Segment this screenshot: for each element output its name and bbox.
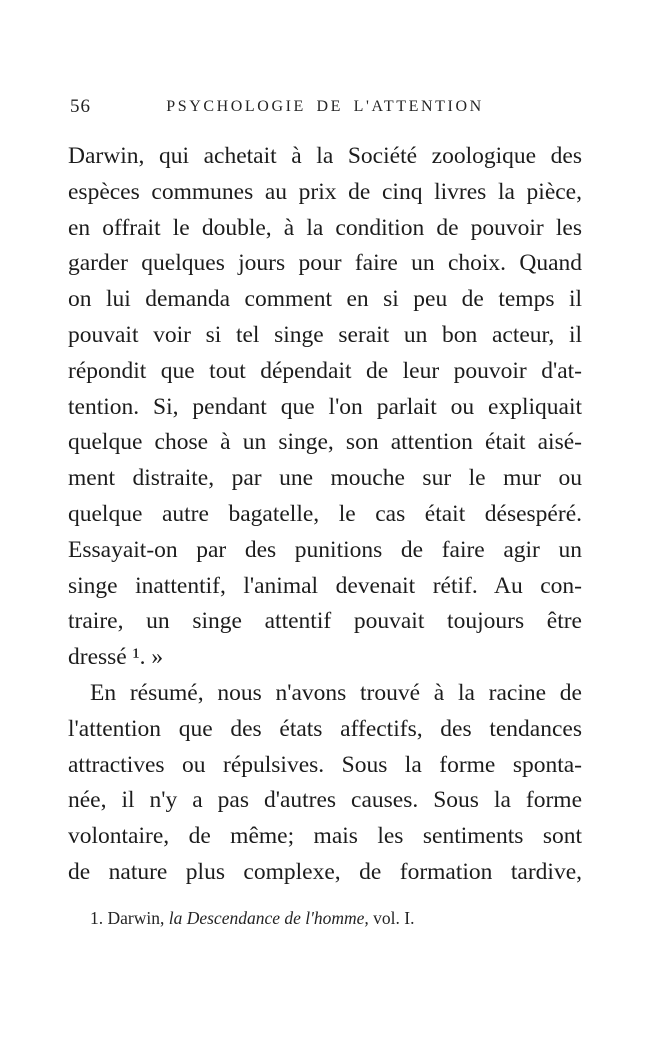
footnote-suffix: vol. I. — [368, 908, 415, 928]
text-line: on lui demanda comment en si peu de temps il — [68, 286, 582, 313]
text-line: née, il n'y a pas d'autres causes. Sous la forme — [68, 787, 582, 814]
page-number: 56 — [70, 96, 91, 117]
text-line: singe inattentif, l'animal devenait rétif. Au con- — [68, 572, 582, 599]
running-title: PSYCHOLOGIE DE L'ATTENTION — [166, 98, 484, 115]
text-line: en offrait le double, à la condition de pouvoir les — [68, 214, 582, 241]
text-line: pouvait voir si tel singe serait un bon acteur, il — [68, 321, 582, 348]
footnote-title: la Descendance de l'homme, — [168, 908, 369, 928]
footnote-author: Darwin, — [107, 908, 169, 928]
running-header — [68, 96, 582, 120]
text-line: de nature plus complexe, de formation tardive, — [68, 858, 582, 885]
text-line: Darwin, qui achetait à la Société zoologique des — [68, 143, 582, 169]
text-line: garder quelques jours pour faire un choix. Quand — [68, 250, 582, 277]
text-line: tention. Si, pendant que l'on parlait ou expliquait — [68, 393, 582, 420]
text-line: espèces communes au prix de cinq livres la pièce, — [68, 178, 582, 205]
text-line: volontaire, de même; mais les sentiments sont — [68, 823, 582, 850]
text-line: Essayait-on par des punitions de faire agir un — [68, 536, 582, 563]
text-line: répondit que tout dépendait de leur pouvoir d'at- — [68, 357, 582, 384]
text-line: quelque autre bagatelle, le cas était désespéré. — [68, 500, 582, 527]
footnote — [68, 906, 582, 930]
text-line: traire, un singe attentif pouvait toujours être — [68, 608, 582, 635]
footnote-marker: 1. — [90, 908, 108, 928]
text-line: l'attention que des états affectifs, des tendances — [68, 715, 582, 742]
body-lines — [68, 139, 582, 891]
text-line: dressé ¹. » — [68, 644, 164, 671]
text-line: quelque chose à un singe, son attention était aisé- — [68, 429, 582, 456]
text-line: En résumé, nous n'avons trouvé à la racine de — [90, 679, 582, 706]
text-line: attractives ou répulsives. Sous la forme sponta- — [68, 751, 582, 778]
text-line: ment distraite, par une mouche sur le mur ou — [68, 465, 582, 492]
